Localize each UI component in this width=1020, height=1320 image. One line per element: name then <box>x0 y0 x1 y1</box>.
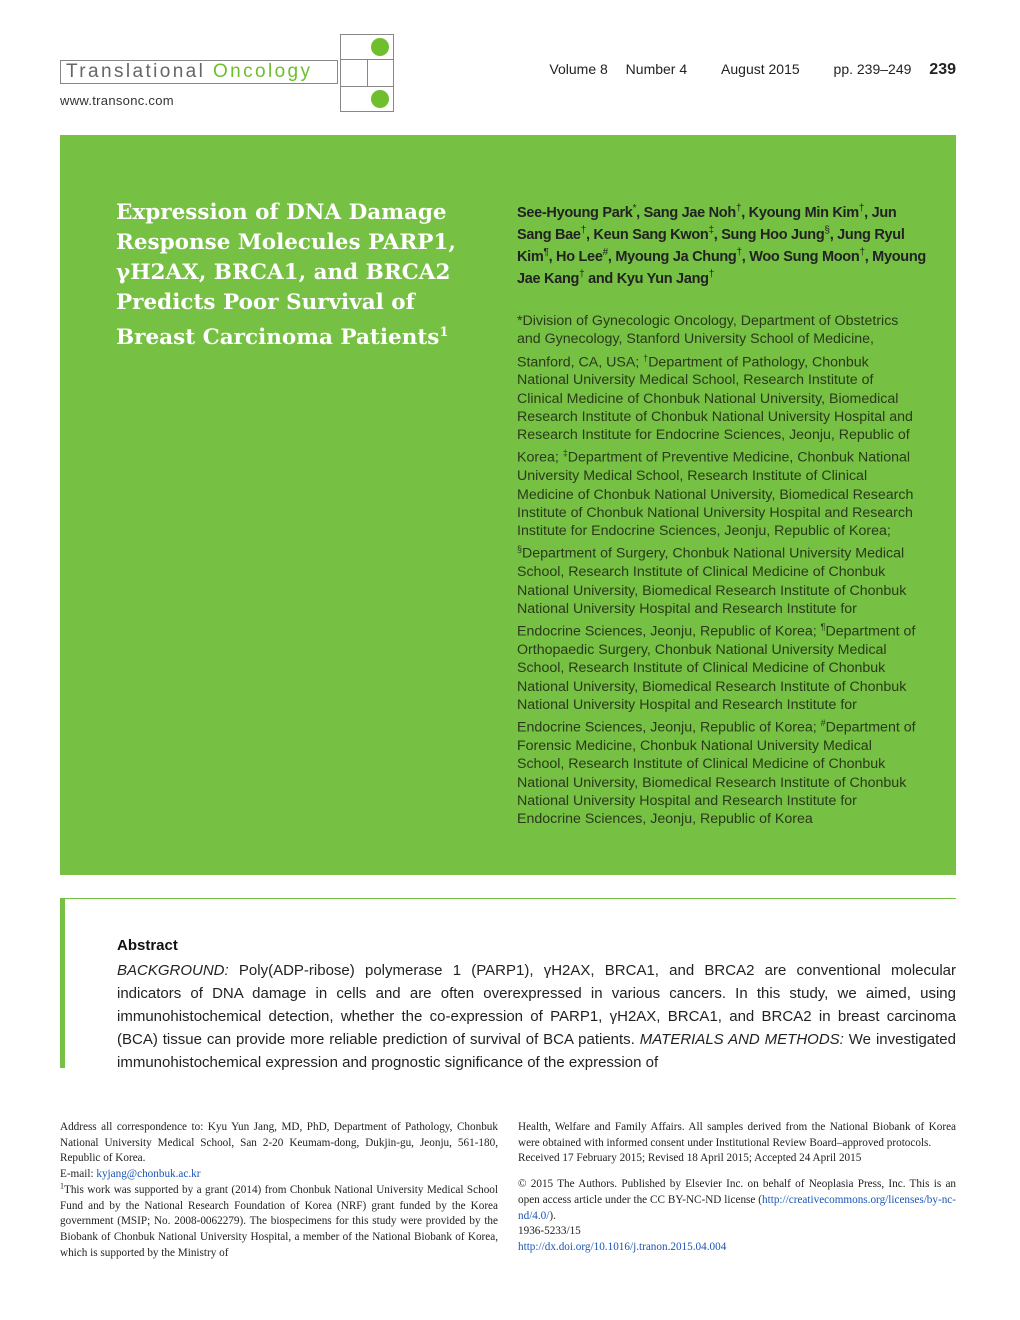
methods-text: We investigated immunohistochemical expression and prognostic significance of the expression of <box>117 1031 956 1071</box>
email-link[interactable]: kyjang@chonbuk.ac.kr <box>96 1168 201 1181</box>
author-separator: , <box>741 249 750 266</box>
affiliation-list <box>517 312 919 828</box>
title-footnote-mark[interactable]: 1 <box>439 325 449 340</box>
affiliation-mark: † <box>643 352 649 363</box>
affiliation-text: Department of Surgery, Chonbuk National University Medical School, Research Institute of Clinical Medicine of Chonbuk National University, Biomedical Research Institute of Chonbuk National University Hospital and Research Institute for Endocrine Sciences, Jeonju, Republic of Korea; <box>517 546 907 640</box>
affiliation-text: Department of Preventive Medicine, Chonbuk National University Medical School, Research Institute of Clinical Medicine of Chonbuk National University, Biomedical Research Institute of Chonbuk National University Hospital and Research Institute for Endocrine Sciences, Jeonju, Republic of Korea; <box>517 450 914 540</box>
author-affiliation-mark: # <box>602 247 608 259</box>
author-separator: , <box>713 226 722 243</box>
author-separator: and <box>584 271 617 288</box>
footnotes-left-column <box>60 1120 498 1261</box>
affiliation-mark: ‡ <box>562 448 568 459</box>
author-name: Jun Sang Bae <box>517 204 897 243</box>
copyright-notice <box>518 1177 956 1224</box>
affiliation-text: Department of Pathology, Chonbuk National University Medical School, Research Institute of Clinical Medicine of Chonbuk National University, Biomedical Research Institute of Chonbuk National University Hospital and Research Institute for Endocrine Sciences, Jeonju, Republic of Korea; <box>517 354 913 467</box>
abstract-heading: Abstract <box>117 937 178 954</box>
author-affiliation-mark: † <box>580 225 586 237</box>
affiliation-text: Department of Orthopaedic Surgery, Chonbuk National University Medical School, Research Institute of Clinical Medicine of Chonbuk National University, Biomedical Research Institute of Chonbuk National University Hospital and Research Institute for Endocrine Sciences, Jeonju, Republic of Korea; <box>517 623 916 736</box>
author-separator: , <box>607 249 616 266</box>
page-number: 239 <box>929 61 956 78</box>
received-dates: Received 17 February 2015; Revised 18 April 2015; Accepted 24 April 2015 <box>518 1152 862 1165</box>
methods-label: MATERIALS AND METHODS: <box>639 1031 844 1048</box>
author-name: Kyu Yun Jang <box>616 271 709 288</box>
abstract-body <box>117 959 956 1074</box>
author-separator: , <box>829 226 838 243</box>
author-name: Jung Ryul Kim <box>517 226 905 266</box>
author-affiliation-mark: † <box>859 247 865 259</box>
author-separator: , <box>864 204 872 221</box>
issn: 1936-5233/15 <box>518 1225 581 1238</box>
copyright-text: © 2015 The Authors. Published by Elsevier Inc. on behalf of Neoplasia Press, Inc. This is an open access article under the CC BY-NC-ND license ( <box>518 1178 956 1206</box>
author-separator: , <box>548 249 557 266</box>
author-affiliation-mark: † <box>579 269 585 281</box>
affiliation-text: Department of Forensic Medicine, Chonbuk National University Medical School, Research Institute of Clinical Medicine of Chonbuk National University, Biomedical Research Institute of Chonbuk National University Hospital and Research Institute for Endocrine Sciences, Jeonju, Republic of Korea <box>517 719 916 828</box>
author-affiliation-mark: † <box>736 247 742 259</box>
author-affiliation-mark: ‡ <box>708 225 714 237</box>
email-label: E-mail: <box>60 1168 97 1181</box>
author-affiliation-mark: † <box>858 203 865 214</box>
author-name: See-Hyoung Park <box>517 204 633 221</box>
author-separator: , <box>741 204 749 221</box>
author-name: Kyoung Min Kim <box>748 204 859 221</box>
funding-note <box>60 1183 498 1262</box>
funding-continuation: Health, Welfare and Family Affairs. All samples derived from the National Biobank of Korea were obtained with informed consent under Institutional Review Board–approved protocols. <box>518 1121 956 1149</box>
doi-url[interactable]: http://dx.doi.org/10.1016/j.tranon.2015.04.004 <box>518 1240 727 1253</box>
affiliation-mark: * <box>517 313 523 329</box>
journal-name-part2: Oncology <box>212 61 313 82</box>
author-name: Keun Sang Kwon <box>593 226 709 243</box>
journal-name <box>66 61 312 83</box>
correspondence-address: Address all correspondence to: Kyu Yun Jang, MD, PhD, Department of Pathology, Chonbuk National University Medical School, San 2-20 Keumam-dong, Dukjin-gu, Jeonju, 561-180, Republic of Korea. <box>60 1121 498 1165</box>
journal-name-part1: Translational <box>66 61 213 82</box>
affiliation-mark: ¶ <box>820 622 826 633</box>
author-affiliation-mark: * <box>632 203 637 214</box>
author-separator: , <box>585 226 594 243</box>
author-affiliation-mark: † <box>735 203 742 214</box>
background-text: Poly(ADP-ribose) polymerase 1 (PARP1), γH2AX, BRCA1, and BRCA2 are conventional molecular indicators of DNA damage in cells and are often overexpressed in various cancers. In this study, we aimed, using immunohistochemical detection, whether the co-expression of PARP1, γH2AX, BRCA1, and BRCA2 in breast carcinoma (BCA) tissue can provide more reliable prediction of survival of BCA patients. <box>117 962 956 1048</box>
author-name: Woo Sung Moon <box>749 249 860 266</box>
issue-date: August 2015 <box>721 61 800 77</box>
journal-logo-mark <box>340 34 394 112</box>
article-title-text: Expression of DNA Damage Response Molecules PARP1, γH2AX, BRCA1, and BRCA2 Predicts Poor Survival of Breast Carcinoma Patients <box>116 200 456 351</box>
page-range: pp. 239–249 <box>833 61 912 77</box>
affiliation-mark: # <box>820 718 826 729</box>
background-label: BACKGROUND: <box>117 962 229 979</box>
affiliation-text: Division of Gynecologic Oncology, Department of Obstetrics and Gynecology, Stanford University School of Medicine, Stanford, CA, USA; <box>517 313 899 371</box>
license-link[interactable]: http://creativecommons.org/licenses/by-nc-nd/4.0/ <box>518 1193 956 1222</box>
author-name: Myoung Jae Kang <box>517 249 926 288</box>
author-name: Ho Lee <box>556 249 603 266</box>
author-affiliation-mark: § <box>824 225 830 237</box>
author-name: Myoung Ja Chung <box>615 249 737 266</box>
article-title <box>116 198 476 353</box>
doi-link <box>518 1240 956 1256</box>
author-name: Sang Jae Noh <box>643 204 736 221</box>
funding-text: This work was supported by a grant (2014) from Chonbuk National University Medical School Fund and by the National Research Foundation of Korea (NRF) grant funded by the Korea government (MSIP; No. 2008-0062279). The biospecimens for this study were provided by the Biobank of Chonbuk National University Hospital, a member of the National Biobank of Korea, which is supported by the Ministry of <box>60 1183 498 1259</box>
journal-website[interactable]: www.transonc.com <box>60 93 174 108</box>
copyright-end: ). <box>549 1209 556 1222</box>
footnotes-right-column <box>518 1120 956 1256</box>
correspondence-email-line <box>60 1167 498 1183</box>
issue-number: Number 4 <box>625 61 688 77</box>
affiliation-mark: § <box>517 544 523 555</box>
author-separator: , <box>864 249 873 266</box>
author-affiliation-mark: ¶ <box>543 247 549 259</box>
author-list <box>517 200 927 289</box>
abstract-accent-bar <box>60 898 65 1068</box>
funding-footnote-mark: 1 <box>60 1181 64 1191</box>
author-name: Sung Hoo Jung <box>721 226 825 243</box>
issue-info <box>535 61 956 79</box>
abstract-divider <box>60 898 956 899</box>
author-separator: , <box>636 204 644 221</box>
volume: Volume 8 <box>549 61 608 77</box>
author-affiliation-mark: † <box>708 269 714 281</box>
